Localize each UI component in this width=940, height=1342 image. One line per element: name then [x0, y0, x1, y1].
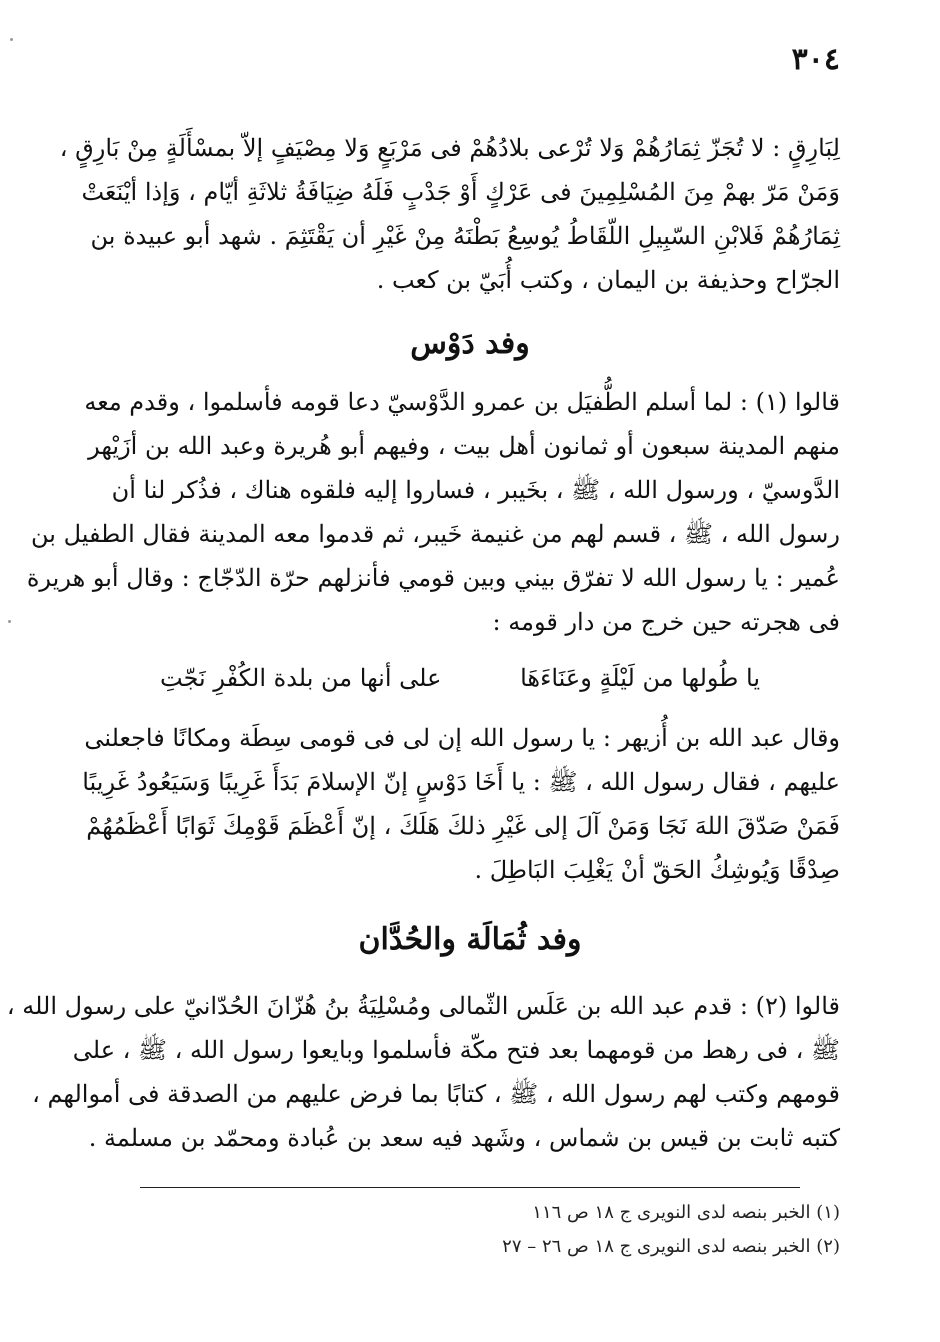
- text-line: كتبه ثابت بن قيس بن شماس ، وشَهد فيه سعد بن عُبادة ومحمّد بن مسلمة .: [88, 1124, 840, 1152]
- footnote-divider: [140, 1187, 800, 1188]
- text-line: وَمَنْ مَرّ بهمْ مِنَ المُسْلِمِينَ فى عَرْكٍ أَوْ جَدْبٍ فَلَهُ ضِيَافَةُ ثلاثَةِ أيّام ، وَإذا أيْنَعَتْ: [81, 178, 840, 206]
- daws-paragraph-1: [26, 380, 840, 644]
- footnote-2: (٢) الخبر بنصه لدى النويرى ج ١٨ ص ٢٦ – ٢٧: [502, 1236, 840, 1257]
- text-line: قالوا (٢) : قدم عبد الله بن عَلَس الثّمالى ومُسْلِيَةُ بنُ هُزّانَ الحُدّانيّ على رسول الله ،: [6, 992, 840, 1020]
- top-paragraph: [59, 126, 840, 302]
- verse-first-hemistich: يا طُولها من لَيْلَةٍ وعَنَاءَهَا: [520, 664, 760, 692]
- text-line: فَمَنْ صَدّقَ اللهَ نَجَا وَمَنْ آلَ إلى غَيْرِ ذلكَ هَلَكَ ، إنّ أَعْظَمَ قَوْمِكَ ثَوَابًا أَعْظَمُهُمْ: [86, 812, 840, 840]
- daws-paragraph-2: [82, 716, 840, 892]
- text-line: قومهم وكتب لهم رسول الله ، ﷺ ، كتابًا بما فرض عليهم من الصدقة فى أموالهم ،: [32, 1080, 840, 1108]
- section-heading-daws: وفد دَوْس: [410, 326, 530, 361]
- text-line: وقال عبد الله بن أُزيهر : يا رسول الله إن لى فى قومى سِطَة ومكانًا فاجعلنى: [84, 724, 840, 752]
- text-line: عليهم ، فقال رسول الله ، ﷺ : يا أَخَا دَوْسٍ إنّ الإسلامَ بَدَأَ غَرِيبًا وَسَيَعُودُ غَرِيبًا: [82, 768, 840, 796]
- text-line: منهم المدينة سبعون أو ثمانون أهل بيت ، وفيهم أبو هُريرة وعبد الله بن أزَيْهر: [88, 432, 840, 460]
- text-line: لِبَارِقٍ : لا تُجَزّ ثِمَارُهُمْ وَلا تُرْعى بلادُهُمْ فى مَرْبَعٍ وَلا مِصْيَفٍ إلاّ بمسْأَلَةٍ مِنْ بَارِقٍ ،: [59, 134, 840, 162]
- thumala-paragraph: [6, 984, 840, 1160]
- text-line: الدَّوسيّ ، ورسول الله ، ﷺ ، بخَيبر ، فساروا إليه فلقوه هناك ، فذُكر لنا أن: [111, 476, 840, 504]
- text-line: صِدْقًا وَيُوشِكُ الحَقّ أنْ يَغْلِبَ البَاطِلَ .: [474, 856, 840, 884]
- page-number: ٣٠٤: [791, 42, 840, 77]
- text-line: عُمير : يا رسول الله لا تفرّق بيني وبين قومي فأنزلهم حرّة الدّجّاج : وقال أبو هريرة: [26, 564, 840, 592]
- text-line: ثِمَارُهُمْ فَلابْنِ السّبِيلِ اللّقَاطُ يُوسِعُ بَطْنَهُ مِنْ غَيْرِ أن يَقْتَثِمَ . شهد أبو عبيدة بن: [90, 222, 840, 250]
- text-line: فى هجرته حين خرج من دار قومه :: [492, 608, 840, 636]
- text-line: رسول الله ، ﷺ ، قسم لهم من غنيمة خَيبر، ثم قدموا معه المدينة فقال الطفيل بن: [30, 520, 840, 548]
- scan-speck: [10, 38, 13, 41]
- poetry-verse: [160, 656, 760, 700]
- section-heading-thumala: وفد ثُمَالَة والحُدَّان: [358, 922, 582, 957]
- text-line: ﷺ ، فى رهط من قومهما بعد فتح مكّة فأسلموا وبايعوا رسول الله ، ﷺ ، على: [72, 1036, 840, 1064]
- scan-speck: [8, 620, 11, 623]
- text-line: قالوا (١) : لما أسلم الطُّفيَل بن عمرو الدَّوْسيّ دعا قومه فأسلموا ، وقدم معه: [84, 388, 840, 416]
- footnotes: [100, 1196, 840, 1264]
- text-line: الجرّاح وحذيفة بن اليمان ، وكتب أُبَيّ بن كعب .: [376, 266, 840, 294]
- footnote-1: (١) الخبر بنصه لدى النويرى ج ١٨ ص ١١٦: [532, 1202, 840, 1223]
- verse-second-hemistich: على أنها من بلدة الكُفْرِ نَجّتِ: [160, 664, 442, 692]
